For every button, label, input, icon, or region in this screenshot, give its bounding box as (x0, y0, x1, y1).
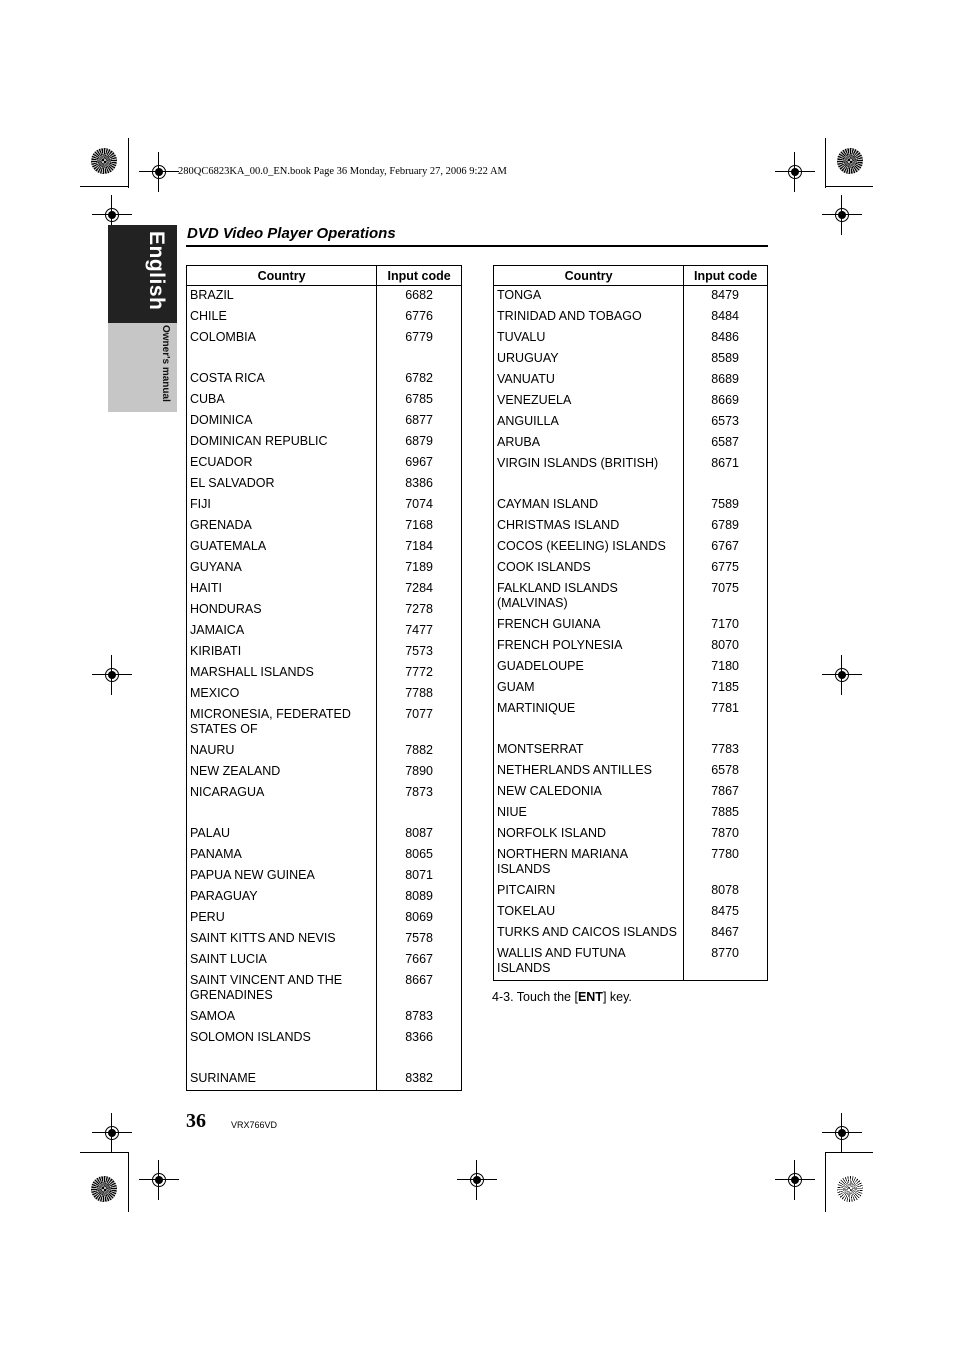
input-code-cell: 7185 (684, 678, 768, 699)
country-cell: TUVALU (494, 328, 684, 349)
registration-mark-icon (104, 207, 120, 223)
input-code-cell: 8065 (377, 845, 462, 866)
country-cell: EL SALVADOR (187, 474, 377, 495)
country-cell: FRENCH GUIANA (494, 615, 684, 636)
input-code-cell: 7477 (377, 621, 462, 642)
input-code-cell: 8671 (684, 454, 768, 495)
input-code-cell: 7873 (377, 783, 462, 824)
registration-mark-icon (787, 1172, 803, 1188)
country-cell: PARAGUAY (187, 887, 377, 908)
table-row (494, 579, 768, 615)
country-cell: COSTA RICA (187, 369, 377, 390)
column-header-country: Country (187, 266, 377, 286)
country-cell: SAINT VINCENT AND THE GRENADINES (187, 971, 377, 1007)
country-cell: DOMINICAN REPUBLIC (187, 432, 377, 453)
table-row (187, 950, 462, 971)
country-cell: VIRGIN ISLANDS (BRITISH) (494, 454, 684, 495)
input-code-cell: 8667 (377, 971, 462, 1007)
table-row (494, 824, 768, 845)
country-cell: SOLOMON ISLANDS (187, 1028, 377, 1069)
table-row (187, 866, 462, 887)
input-code-cell: 6573 (684, 412, 768, 433)
table-row (187, 474, 462, 495)
table-row (187, 929, 462, 950)
table-row (494, 636, 768, 657)
country-cell: KIRIBATI (187, 642, 377, 663)
input-code-cell: 8382 (377, 1069, 462, 1091)
country-cell: GRENADA (187, 516, 377, 537)
country-cell: GUYANA (187, 558, 377, 579)
table-row (187, 1007, 462, 1028)
color-target-icon (91, 1176, 117, 1202)
input-code-cell: 8486 (684, 328, 768, 349)
table-row (187, 453, 462, 474)
country-cell: COLOMBIA (187, 328, 377, 369)
input-code-cell: 7284 (377, 579, 462, 600)
country-cell: CAYMAN ISLAND (494, 495, 684, 516)
table-row (494, 412, 768, 433)
country-cell: GUAM (494, 678, 684, 699)
country-cell: FALKLAND ISLANDS (MALVINAS) (494, 579, 684, 615)
table-row (494, 740, 768, 761)
crop-line (825, 138, 826, 188)
table-row (187, 307, 462, 328)
country-cell: SAINT KITTS AND NEVIS (187, 929, 377, 950)
input-code-cell: 6578 (684, 761, 768, 782)
country-cell: COCOS (KEELING) ISLANDS (494, 537, 684, 558)
country-cell: MEXICO (187, 684, 377, 705)
input-code-cell: 8089 (377, 887, 462, 908)
table-row (187, 411, 462, 432)
input-code-cell: 6879 (377, 432, 462, 453)
input-code-cell: 8783 (377, 1007, 462, 1028)
table-row (187, 369, 462, 390)
input-code-cell: 7168 (377, 516, 462, 537)
column-header-country: Country (494, 266, 684, 286)
table-row (187, 390, 462, 411)
table-row (187, 684, 462, 705)
input-code-cell: 7189 (377, 558, 462, 579)
table-row (494, 902, 768, 923)
input-code-cell: 8484 (684, 307, 768, 328)
country-cell: FIJI (187, 495, 377, 516)
country-cell: VENEZUELA (494, 391, 684, 412)
country-cell: MARTINIQUE (494, 699, 684, 740)
registration-mark-icon (834, 207, 850, 223)
input-code-cell: 7780 (684, 845, 768, 881)
input-code-cell: 6779 (377, 328, 462, 369)
color-target-icon (837, 148, 863, 174)
country-cell: PALAU (187, 824, 377, 845)
table-row (494, 558, 768, 579)
input-code-cell: 7885 (684, 803, 768, 824)
input-code-cell: 8366 (377, 1028, 462, 1069)
table-row (494, 286, 768, 308)
country-cell: HONDURAS (187, 600, 377, 621)
input-code-cell: 6785 (377, 390, 462, 411)
country-cell: MONTSERRAT (494, 740, 684, 761)
table-row (494, 370, 768, 391)
registration-mark-icon (834, 1125, 850, 1141)
table-row (494, 699, 768, 740)
country-cell: COOK ISLANDS (494, 558, 684, 579)
country-cell: NAURU (187, 741, 377, 762)
table-row (187, 1028, 462, 1069)
input-code-cell: 7180 (684, 657, 768, 678)
input-code-cell: 7074 (377, 495, 462, 516)
country-code-table-left (186, 265, 462, 1091)
country-cell: CHILE (187, 307, 377, 328)
country-cell: PITCAIRN (494, 881, 684, 902)
table-row (187, 663, 462, 684)
input-code-cell: 7890 (377, 762, 462, 783)
input-code-cell: 8078 (684, 881, 768, 902)
table-row (187, 908, 462, 929)
input-code-cell: 6775 (684, 558, 768, 579)
table-row (187, 741, 462, 762)
table-row (187, 642, 462, 663)
country-cell: URUGUAY (494, 349, 684, 370)
input-code-cell: 6682 (377, 286, 462, 308)
country-cell: VANUATU (494, 370, 684, 391)
country-cell: TRINIDAD AND TOBAGO (494, 307, 684, 328)
table-row (187, 432, 462, 453)
table-row (187, 558, 462, 579)
input-code-cell: 8467 (684, 923, 768, 944)
table-row (494, 761, 768, 782)
country-cell: GUADELOUPE (494, 657, 684, 678)
table-row (494, 678, 768, 699)
country-cell: MARSHALL ISLANDS (187, 663, 377, 684)
input-code-cell: 6789 (684, 516, 768, 537)
table-row (494, 349, 768, 370)
color-target-icon (91, 148, 117, 174)
input-code-cell: 8689 (684, 370, 768, 391)
registration-mark-icon (469, 1172, 485, 1188)
table-row (187, 824, 462, 845)
table-row (494, 433, 768, 454)
table-row (494, 944, 768, 981)
country-cell: PANAMA (187, 845, 377, 866)
table-row (187, 845, 462, 866)
table-row (494, 923, 768, 944)
input-code-cell: 6967 (377, 453, 462, 474)
table-row (494, 782, 768, 803)
country-cell: FRENCH POLYNESIA (494, 636, 684, 657)
table-row (494, 537, 768, 558)
country-cell: ANGUILLA (494, 412, 684, 433)
table-row (187, 705, 462, 741)
country-cell: SAINT LUCIA (187, 950, 377, 971)
input-code-cell: 7781 (684, 699, 768, 740)
column-header-input-code: Input code (377, 266, 462, 286)
input-code-cell: 7077 (377, 705, 462, 741)
input-code-cell: 8070 (684, 636, 768, 657)
input-code-cell: 6782 (377, 369, 462, 390)
input-code-cell: 7578 (377, 929, 462, 950)
step-prefix: 4-3. Touch the [ (492, 990, 578, 1004)
country-cell: PERU (187, 908, 377, 929)
registration-mark-icon (104, 667, 120, 683)
crop-line (825, 186, 873, 187)
country-cell: NORTHERN MARIANA ISLANDS (494, 845, 684, 881)
crop-line (825, 1152, 873, 1153)
registration-mark-icon (834, 667, 850, 683)
country-cell: HAITI (187, 579, 377, 600)
input-code-cell: 7170 (684, 615, 768, 636)
table-row (494, 881, 768, 902)
table-row (187, 621, 462, 642)
registration-mark-icon (151, 1172, 167, 1188)
country-cell: GUATEMALA (187, 537, 377, 558)
country-cell: TOKELAU (494, 902, 684, 923)
input-code-cell: 8069 (377, 908, 462, 929)
section-title: DVD Video Player Operations (187, 225, 396, 242)
table-row (187, 783, 462, 824)
input-code-cell: 8071 (377, 866, 462, 887)
ent-key-label: ENT (577, 990, 603, 1004)
table-row (187, 579, 462, 600)
registration-mark-icon (151, 164, 167, 180)
table-row (494, 328, 768, 349)
country-cell: SAMOA (187, 1007, 377, 1028)
table-row (187, 328, 462, 369)
table-row (494, 454, 768, 495)
country-cell: NIUE (494, 803, 684, 824)
input-code-cell: 7882 (377, 741, 462, 762)
table-row (187, 286, 462, 308)
input-code-cell: 7867 (684, 782, 768, 803)
country-cell: SURINAME (187, 1069, 377, 1091)
country-cell: TONGA (494, 286, 684, 308)
country-cell: JAMAICA (187, 621, 377, 642)
input-code-cell: 7278 (377, 600, 462, 621)
side-tab (108, 225, 177, 412)
crop-line (80, 186, 128, 187)
input-code-cell: 7075 (684, 579, 768, 615)
table-row (187, 971, 462, 1007)
input-code-cell: 8475 (684, 902, 768, 923)
input-code-cell: 7870 (684, 824, 768, 845)
country-cell: NORFOLK ISLAND (494, 824, 684, 845)
model-number: VRX766VD (231, 1120, 278, 1130)
side-tab-label: Owner's manual (160, 325, 171, 402)
registration-mark-icon (787, 164, 803, 180)
country-cell: BRAZIL (187, 286, 377, 308)
input-code-cell: 6776 (377, 307, 462, 328)
input-code-cell: 8386 (377, 474, 462, 495)
input-code-cell: 7184 (377, 537, 462, 558)
input-code-cell: 8479 (684, 286, 768, 308)
table-row (494, 391, 768, 412)
input-code-cell: 6877 (377, 411, 462, 432)
table-row (494, 803, 768, 824)
table-row (187, 887, 462, 908)
table-row (187, 762, 462, 783)
side-tab-language: English (145, 231, 168, 311)
table-row (187, 516, 462, 537)
input-code-cell: 8770 (684, 944, 768, 981)
section-rule (186, 245, 768, 247)
table-row (494, 615, 768, 636)
input-code-cell: 8589 (684, 349, 768, 370)
table-row (187, 600, 462, 621)
table-row (494, 495, 768, 516)
table-row (494, 516, 768, 537)
input-code-cell: 8669 (684, 391, 768, 412)
country-cell: WALLIS AND FUTUNA ISLANDS (494, 944, 684, 981)
country-cell: DOMINICA (187, 411, 377, 432)
country-cell: PAPUA NEW GUINEA (187, 866, 377, 887)
input-code-cell: 7589 (684, 495, 768, 516)
table-row (494, 307, 768, 328)
country-cell: NEW ZEALAND (187, 762, 377, 783)
country-cell: NICARAGUA (187, 783, 377, 824)
column-header-input-code: Input code (684, 266, 768, 286)
table-row (494, 657, 768, 678)
country-cell: ARUBA (494, 433, 684, 454)
country-cell: NEW CALEDONIA (494, 782, 684, 803)
crop-line (128, 1152, 129, 1212)
country-cell: TURKS AND CAICOS ISLANDS (494, 923, 684, 944)
crop-line (80, 1152, 128, 1153)
input-code-cell: 8087 (377, 824, 462, 845)
input-code-cell: 7788 (377, 684, 462, 705)
registration-mark-icon (104, 1125, 120, 1141)
book-info-line: 280QC6823KA_00.0_EN.book Page 36 Monday, February 27, 2006 9:22 AM (178, 166, 507, 177)
country-cell: CUBA (187, 390, 377, 411)
table-row (494, 845, 768, 881)
input-code-cell: 7772 (377, 663, 462, 684)
table-row (187, 495, 462, 516)
country-cell: MICRONESIA, FEDERATED STATES OF (187, 705, 377, 741)
color-target-icon (837, 1176, 863, 1202)
country-cell: ECUADOR (187, 453, 377, 474)
input-code-cell: 6587 (684, 433, 768, 454)
crop-line (825, 1152, 826, 1212)
step-instruction (492, 990, 632, 1004)
page-number: 36 (186, 1110, 206, 1132)
table-row (187, 537, 462, 558)
input-code-cell: 7667 (377, 950, 462, 971)
crop-line (128, 138, 129, 188)
country-cell: NETHERLANDS ANTILLES (494, 761, 684, 782)
input-code-cell: 6767 (684, 537, 768, 558)
input-code-cell: 7573 (377, 642, 462, 663)
country-cell: CHRISTMAS ISLAND (494, 516, 684, 537)
step-suffix: ] key. (602, 990, 632, 1004)
country-code-table-right (493, 265, 768, 981)
table-row (187, 1069, 462, 1091)
input-code-cell: 7783 (684, 740, 768, 761)
